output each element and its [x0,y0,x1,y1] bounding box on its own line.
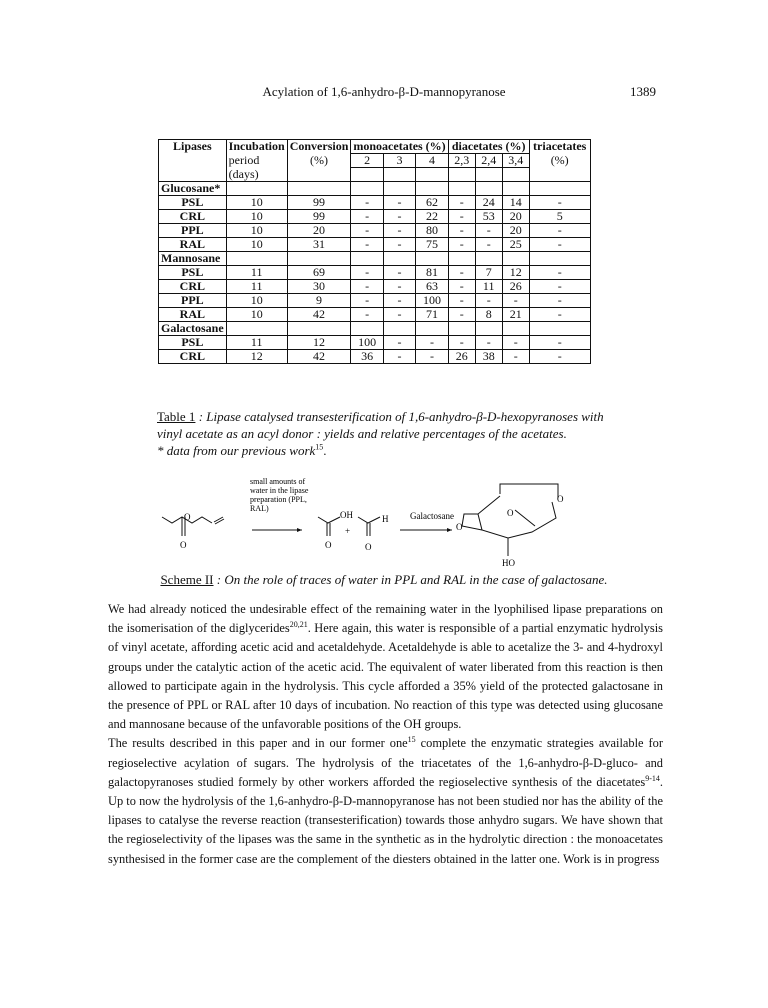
table-cell: 9 [287,294,351,308]
table-cell: - [383,266,415,280]
lipase-name: PSL [159,336,227,350]
table-cell: 7 [475,266,502,280]
table-cell: - [351,238,383,252]
table-cell: 21 [502,308,529,322]
lipase-name: PSL [159,266,227,280]
table-cell: - [383,294,415,308]
table-cell: 24 [475,196,502,210]
table-cell: - [502,350,529,364]
table-cell: - [529,224,590,238]
acetic-acid-oxygen: O [325,540,332,550]
table-cell: 26 [502,280,529,294]
table-cell: - [448,336,475,350]
plus-sign: + [345,526,351,536]
scheme-note-3: preparation (PPL, [250,495,307,504]
lipase-name: PPL [159,294,227,308]
vinyl-carbonyl-oxygen: O [180,540,187,550]
scheme-note-1: small amounts of [250,477,306,486]
table-cell: - [383,336,415,350]
vinyl-ether-oxygen: O [184,512,191,522]
table-cell: - [475,238,502,252]
table-cell: 8 [475,308,502,322]
table-cell: 31 [287,238,351,252]
subheader-di-24: 2,4 [475,154,502,168]
table-caption-label: Table 1 [157,409,196,424]
table-cell: - [383,238,415,252]
galactosane-bridge-oxygen: O [507,508,514,518]
protected-galactosane-structure [462,484,558,556]
acylation-results-table [158,139,591,364]
acetaldehyde-structure [358,517,380,536]
table-cell: - [448,224,475,238]
table-cell: 100 [416,294,448,308]
table-cell: 10 [226,308,287,322]
table-cell: - [351,294,383,308]
header-triacetates-unit: (%) [529,154,590,168]
table-cell: 14 [502,196,529,210]
scheme-caption [0,572,768,588]
acetaldehyde-oxygen: O [365,542,372,552]
lipase-name: RAL [159,238,227,252]
table-cell: 62 [416,196,448,210]
table-caption-text: : Lipase catalysed transesterification of 1,6-anhydro-β-D-hexopyranoses with vinyl acetate as an acyl donor : yields and relative percentages of the acetates. [157,409,604,441]
page-number: 1389 [630,84,656,99]
table-cell: - [529,336,590,350]
lipase-name: PSL [159,196,227,210]
table-cell: - [529,294,590,308]
table-cell: 63 [416,280,448,294]
galactosane-label: Galactosane [410,511,454,521]
table-cell: 12 [287,336,351,350]
table-cell: - [448,294,475,308]
table-cell: 10 [226,238,287,252]
table-cell: - [448,266,475,280]
header-monoacetates: monoacetates (%) [351,140,448,154]
table-cell: 99 [287,210,351,224]
galactosane-ho: HO [502,558,515,567]
paragraph-2: The results described in this paper and in our former one$^{15}$ complete the enzymatic strategies available for regioselective acylation of sugars. The hydrolysis of the triacetates of the 1,6-anhydro-β-D-gluco- and galactopyranoses studied formely by other workers afforded the regioselective synthesis of the diacetates$^{9-14}$. Up to now the hydrolysis of the 1,6-anhydro-β-D-mannopyranose has not been studied nor has the ability of the lipases to catalyse the reverse reaction (transesterification) towards those anhydro sugars. We have shown that the regioselectivity of the lipases was the same in the synthetic as in the hydrolytic direction : the monoacetates synthesised in the former case are the complement of the diesters obtained in the latter one. Work is in progress [108,735,663,866]
table-cell: - [383,350,415,364]
table-cell: 20 [502,224,529,238]
table-row [159,210,591,224]
header-triacetates: triacetates [529,140,590,154]
subheader-mono-4: 4 [416,154,448,168]
table-cell: - [351,210,383,224]
table-cell: 36 [351,350,383,364]
galactosane-ring-oxygen: O [557,494,564,504]
table-cell: 11 [226,336,287,350]
vinyl-acetate-structure [162,517,224,536]
table-cell: - [529,308,590,322]
table-caption-footnote-end: . [323,443,327,458]
header-days: (days) [226,168,287,182]
table-cell: - [383,224,415,238]
group-label: Glucosane* [159,182,227,196]
table-cell: 22 [416,210,448,224]
table-cell: 11 [475,280,502,294]
table-cell: 20 [502,210,529,224]
table-cell: 5 [529,210,590,224]
table-cell: 42 [287,350,351,364]
table-cell: 11 [226,266,287,280]
table-cell: - [416,336,448,350]
table-cell: - [383,280,415,294]
header-diacetates: diacetates (%) [448,140,529,154]
header-lipases: Lipases [159,140,227,154]
lipase-name: CRL [159,210,227,224]
table-cell: - [416,350,448,364]
table-cell: 100 [351,336,383,350]
table-row [159,294,591,308]
table-cell: - [383,308,415,322]
table-cell: 53 [475,210,502,224]
table-cell: 26 [448,350,475,364]
table-cell: 38 [475,350,502,364]
table-cell: - [529,266,590,280]
group-label: Mannosane [159,252,227,266]
group-label: Galactosane [159,322,227,336]
table-cell: 12 [226,350,287,364]
table-cell: 25 [502,238,529,252]
running-title: Acylation of 1,6-anhydro-β-D-mannopyranose [262,84,506,99]
subheader-di-34: 3,4 [502,154,529,168]
scheme-note-4: RAL) [250,504,269,513]
table-caption [157,408,617,459]
lipase-name: CRL [159,350,227,364]
table-cell: 20 [287,224,351,238]
subheader-mono-2: 2 [351,154,383,168]
table-cell: - [448,308,475,322]
table-caption-footnote-ref: 15 [315,442,324,452]
scheme-caption-label: Scheme II [160,572,214,587]
table-cell: 80 [416,224,448,238]
galactosane-acetal-oxygen: O [456,522,463,532]
header-period: period [226,154,287,168]
table-cell: - [475,224,502,238]
subheader-mono-3: 3 [383,154,415,168]
table-cell: - [475,336,502,350]
lipase-name: PPL [159,224,227,238]
table-cell: 30 [287,280,351,294]
body-text [108,600,663,869]
table-caption-footnote: * data from our previous work [157,443,316,458]
table-cell: 75 [416,238,448,252]
header-conversion-unit: (%) [287,154,351,168]
table-cell: 42 [287,308,351,322]
table-cell: - [448,210,475,224]
lipase-name: CRL [159,280,227,294]
table-cell: 12 [502,266,529,280]
table-cell: - [502,336,529,350]
subheader-di-23: 2,3 [448,154,475,168]
table-row [159,196,591,210]
table-cell: - [383,196,415,210]
paragraph-1: We had already noticed the undesirable effect of the remaining water in the lyophilised lipase preparations on the isomerisation of the diglycerides$^{20,21}$. Here again, this water is responsible of a partial enzymatic hydrolysis of vinyl acetate, affording acetic acid and acetaldehyde. Acetaldehyde is able to acetalize the 3- and 4-hydroxyl groups under the catalytic action of the acetic acid. The equivalent of water liberated from this reaction is then allowed to participate again in the hydrolysis. This cycle afforded a 35% yield of the protected galactosane in the presence of PPL or RAL after 10 days of incubation. No reaction of this type was detected using glucosane and mannosane because of the unfavorable positions of the OH groups. [108,602,663,732]
table-cell: 69 [287,266,351,280]
table-row [159,238,591,252]
scheme-ii-diagram [160,472,600,567]
table-cell: - [448,196,475,210]
table-cell: - [529,350,590,364]
table-row [159,280,591,294]
scheme-caption-text: : On the role of traces of water in PPL and RAL in the case of galactosane. [213,572,608,587]
table-cell: - [448,238,475,252]
table-cell: 10 [226,210,287,224]
table-row [159,336,591,350]
table-cell: - [351,266,383,280]
table-cell: 10 [226,224,287,238]
table-cell: 11 [226,280,287,294]
table-cell: - [529,238,590,252]
scheme-note-2: water in the lipase [250,486,309,495]
table-cell: - [383,210,415,224]
header-conversion: Conversion [287,140,351,154]
header-incubation: Incubation [226,140,287,154]
table-row [159,266,591,280]
table-row [159,308,591,322]
table-cell: - [529,196,590,210]
table-cell: - [529,280,590,294]
table-cell: - [351,224,383,238]
table-cell: - [448,280,475,294]
acetic-acid-oh: OH [340,510,353,520]
table-cell: 10 [226,294,287,308]
table-cell: - [475,294,502,308]
table-cell: - [351,196,383,210]
acetic-acid-structure [318,517,340,536]
table-cell: 71 [416,308,448,322]
table-cell: 99 [287,196,351,210]
lipase-name: RAL [159,308,227,322]
table-cell: - [351,308,383,322]
table-cell: 81 [416,266,448,280]
acetaldehyde-h: H [382,514,389,524]
table-cell: 10 [226,196,287,210]
table-cell: - [351,280,383,294]
table-row [159,224,591,238]
table-cell: - [502,294,529,308]
table-row [159,350,591,364]
